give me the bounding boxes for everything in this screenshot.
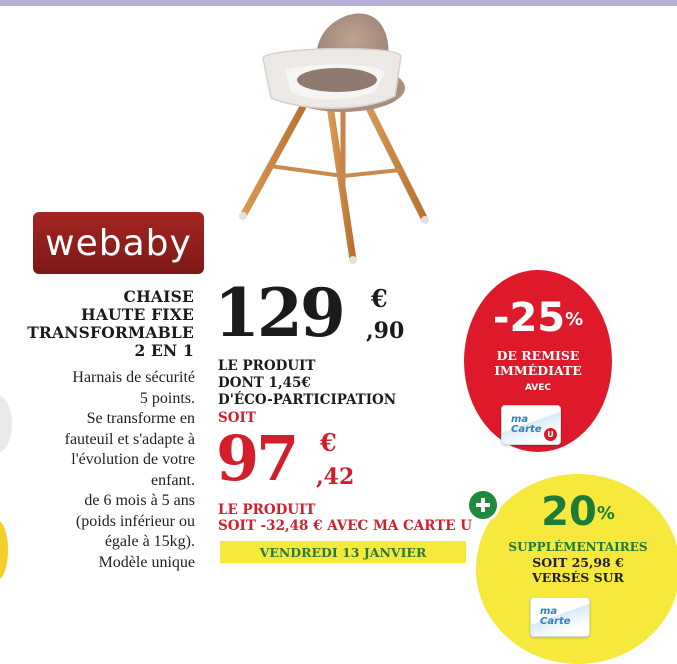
product-title-line: 2 EN 1 [134,341,194,360]
card-label [511,415,542,435]
discounted-price-decimal: ,42 [316,464,355,490]
plus-icon [466,488,500,522]
card-label-line: ma [540,606,558,617]
loyalty-card-icon [501,405,561,445]
u-logo-icon: U [544,428,557,441]
discount-text-line: IMMÉDIATE [494,363,582,378]
description-line: fauteuil et s'adapte à [64,430,195,448]
description-line: (poids inférieur ou [75,512,195,530]
extra-percent [476,490,677,534]
discounted-price-integer: 97 [216,422,297,495]
price-label-line: LE PRODUIT [218,358,316,374]
description-line: de 6 mois à 5 ans [84,492,195,509]
description-line: Harnais de sécurité [72,369,195,386]
description-line: Modèle unique [98,553,195,571]
price-label-line: DONT 1,45€ [218,375,311,391]
description-line: 5 points. [139,389,195,407]
top-color-strip [0,0,677,6]
offer-date-banner [220,541,466,563]
loyalty-card-icon [530,597,590,637]
extra-percent-sign: % [596,503,615,524]
extra-text-details [476,555,677,585]
extra-text-line: SUPPLÉMENTAIRES [508,540,648,554]
product-title-line: HAUTE FIXE [80,305,194,324]
decorative-shape [0,395,12,453]
high-chair-illustration [225,8,455,270]
description-line: enfant. [151,471,195,489]
decorative-shape [0,520,8,580]
product-title-line: CHAISE [123,287,194,306]
extra-text-line: SOIT 25,98 € [532,555,624,570]
price-label [218,358,468,409]
price-decimal: ,90 [366,318,405,344]
discount-percent-value: -25 [492,295,566,341]
extra-percent-value: 20 [541,489,597,535]
description-line: égale à 15kg). [104,533,195,550]
plus-icon-glyph [474,496,492,514]
price-label-line: D'ÉCO-PARTICIPATION [218,392,397,408]
description-line: l'évolution de votre [71,451,195,468]
discounted-price-currency: € [320,428,337,457]
product-title-line: TRANSFORMABLE [27,323,194,342]
card-label-line: Carte [511,424,542,435]
brand-logo: webaby [33,212,204,274]
discounted-label-line: SOIT -32,48 € AVEC MA CARTE U [218,518,473,534]
discount-percent-sign: % [565,309,584,330]
discount-text-line: DE REMISE [496,348,580,363]
card-label [540,607,571,627]
price-currency: € [371,284,388,313]
discount-percent [464,296,612,340]
offer-date: VENDREDI 13 JANVIER [259,544,427,560]
discount-with-label: AVEC [524,383,552,393]
discounted-label-line: LE PRODUIT [218,502,316,518]
product-title [18,288,194,360]
price-integer: 129 [214,274,343,352]
soit-label: SOIT [218,410,256,426]
card-label-line: Carte [540,616,571,627]
extra-text-line: VERSÉS SUR [532,570,624,585]
card-label-line: ma [511,414,529,425]
discount-text [464,348,612,378]
description-line: Se transforme en [86,410,195,427]
product-description [14,368,195,573]
